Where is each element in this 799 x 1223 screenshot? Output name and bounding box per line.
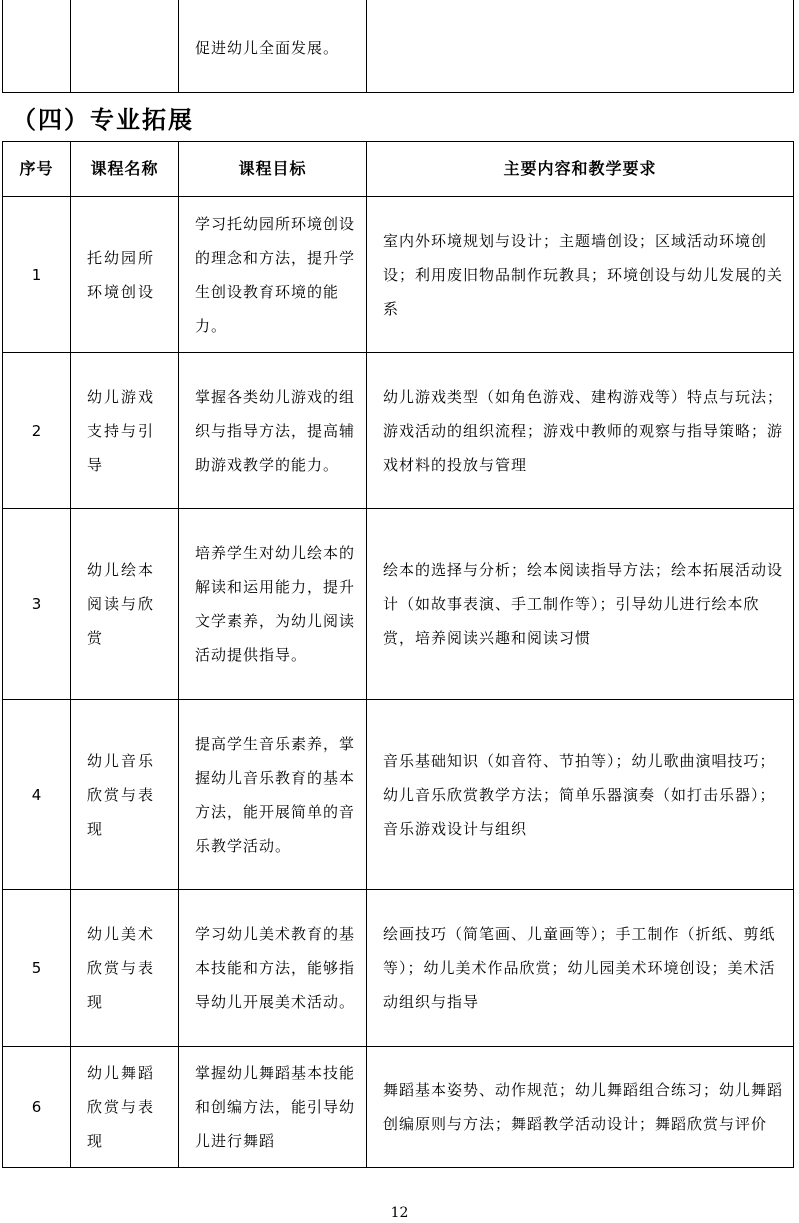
table-cell [3,0,71,93]
row-goal: 培养学生对幼儿绘本的解读和运用能力，提升文学素养，为幼儿阅读活动提供指导。 [179,509,367,700]
header-num: 序号 [3,142,71,197]
table-cell [71,0,179,93]
table-row [3,509,794,700]
row-name: 托幼园所环境创设 [71,197,179,353]
row-num: 3 [3,509,71,700]
row-content: 绘本的选择与分析；绘本阅读指导方法；绘本拓展活动设计（如故事表演、手工制作等）；引导幼儿进行绘本欣赏，培养阅读兴趣和阅读习惯 [367,509,794,700]
row-name: 幼儿美术欣赏与表现 [71,890,179,1047]
row-num: 2 [3,353,71,509]
row-name: 幼儿音乐欣赏与表现 [71,700,179,890]
table-row [3,1047,794,1168]
row-goal: 学习幼儿美术教育的基本技能和方法，能够指导幼儿开展美术活动。 [179,890,367,1047]
row-name: 幼儿舞蹈欣赏与表现 [71,1047,179,1168]
row-goal: 掌握幼儿舞蹈基本技能和创编方法，能引导幼儿进行舞蹈 [179,1047,367,1168]
row-content: 绘画技巧（简笔画、儿童画等）；手工制作（折纸、剪纸等）；幼儿美术作品欣赏；幼儿园美术环境创设；美术活动组织与指导 [367,890,794,1047]
section-title: （四）专业拓展 [12,106,194,134]
row-content: 室内外环境规划与设计；主题墙创设；区域活动环境创设；利用废旧物品制作玩教具；环境创设与幼儿发展的关系 [367,197,794,353]
row-goal: 提高学生音乐素养，掌握幼儿音乐教育的基本方法，能开展简单的音乐教学活动。 [179,700,367,890]
table-row [3,197,794,353]
row-num: 6 [3,1047,71,1168]
course-table [2,141,794,1168]
header-content: 主要内容和教学要求 [367,142,794,197]
row-name: 幼儿游戏支持与引导 [71,353,179,509]
row-content: 音乐基础知识（如音符、节拍等）；幼儿歌曲演唱技巧；幼儿音乐欣赏教学方法；简单乐器演奏（如打击乐器）；音乐游戏设计与组织 [367,700,794,890]
row-num: 5 [3,890,71,1047]
row-goal: 学习托幼园所环境创设的理念和方法，提升学生创设教育环境的能力。 [179,197,367,353]
table-header-row [3,142,794,197]
row-num: 4 [3,700,71,890]
table-row [3,890,794,1047]
page-number: 12 [390,1205,409,1221]
header-course-goal: 课程目标 [179,142,367,197]
table-cell-goal: 促进幼儿全面发展。 [179,0,367,93]
continued-table [2,0,794,93]
row-content: 舞蹈基本姿势、动作规范；幼儿舞蹈组合练习；幼儿舞蹈创编原则与方法；舞蹈教学活动设计；舞蹈欣赏与评价 [367,1047,794,1168]
row-content: 幼儿游戏类型（如角色游戏、建构游戏等）特点与玩法；游戏活动的组织流程；游戏中教师的观察与指导策略；游戏材料的投放与管理 [367,353,794,509]
table-cell [367,0,794,93]
row-goal: 掌握各类幼儿游戏的组织与指导方法，提高辅助游戏教学的能力。 [179,353,367,509]
table-row [3,353,794,509]
row-num: 1 [3,197,71,353]
row-name: 幼儿绘本阅读与欣赏 [71,509,179,700]
table-row [3,700,794,890]
header-course-name: 课程名称 [71,142,179,197]
